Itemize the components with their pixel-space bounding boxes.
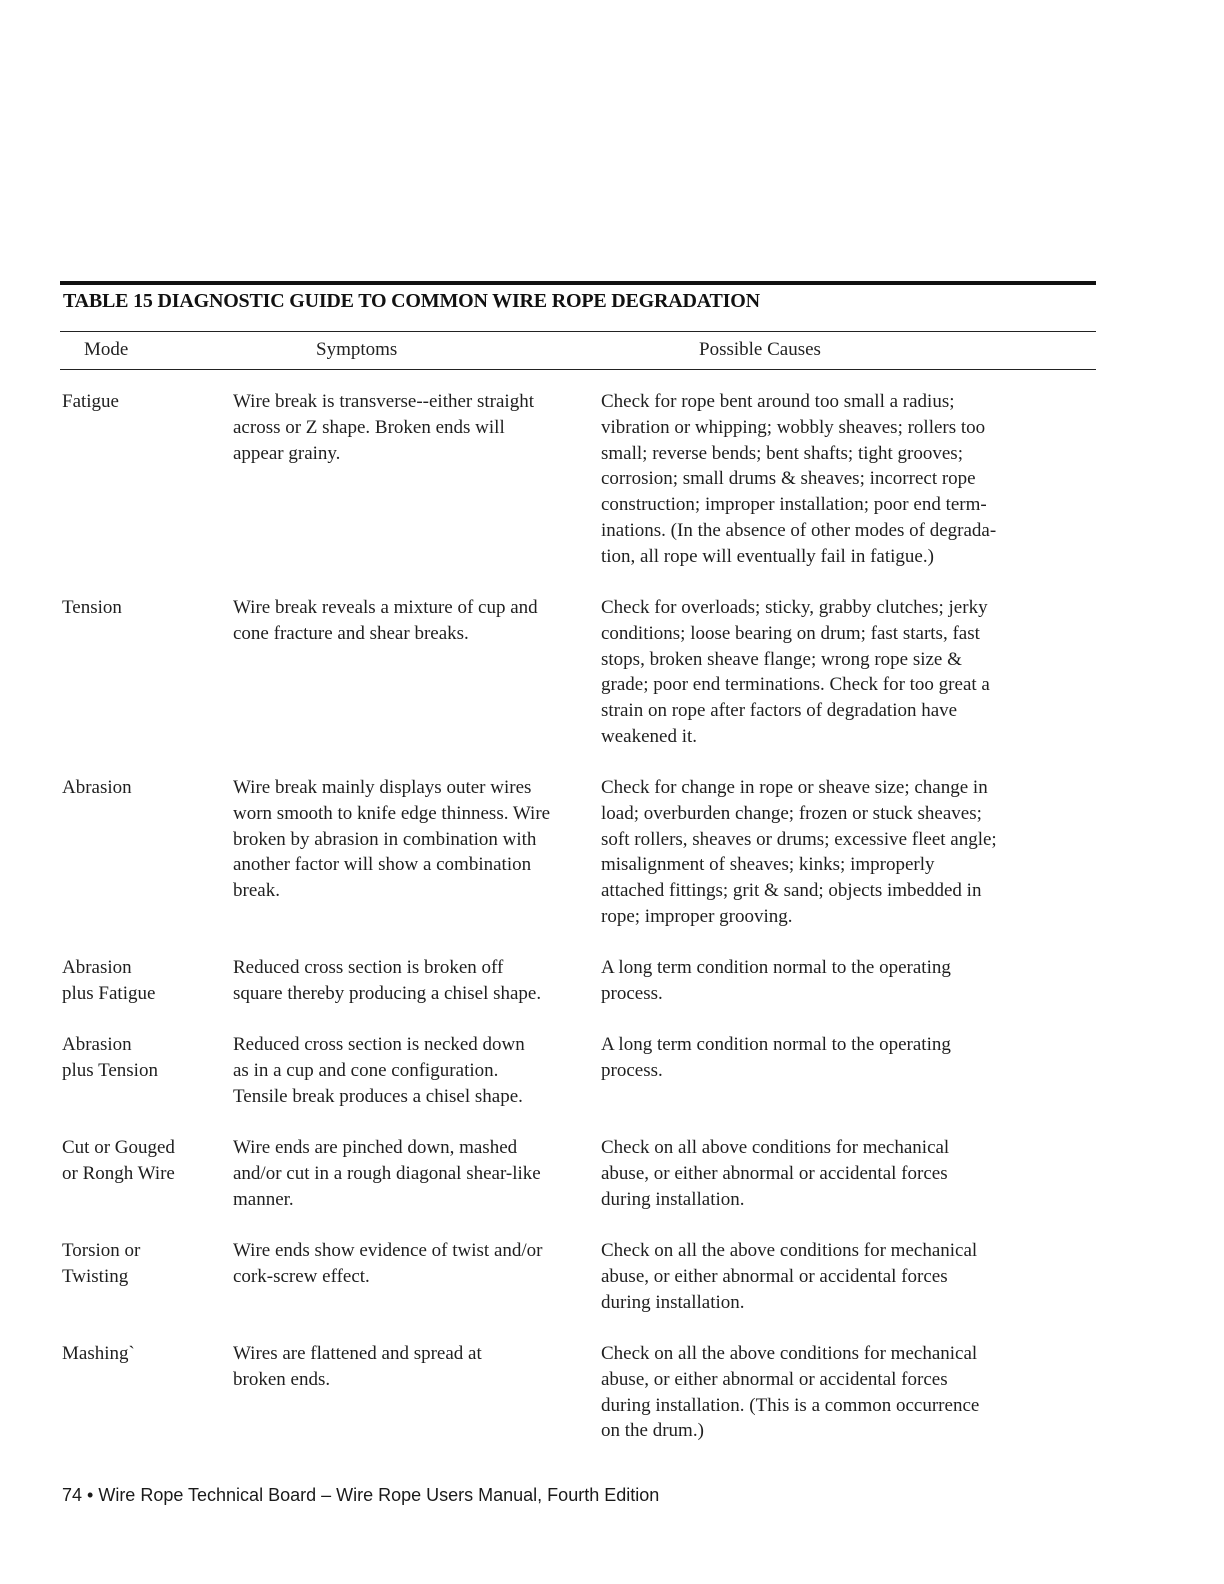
row-causes: Check for change in rope or sheave size; change in load; overburden change; frozen or stuck sheaves; soft rollers, sheaves or drums; excessive fleet angle; misalignment of sheaves; kinks; improperly attached fittings; grit & sand; objects imbedded in rope; improper grooving.: [601, 777, 997, 927]
row-symptoms: Wire break mainly displays outer wires worn smooth to knife edge thinness. Wire broken by abrasion in combination with another factor will show a combination break.: [233, 777, 551, 902]
column-header-causes: Possible Causes: [699, 339, 821, 360]
row-causes: Check on all the above conditions for mechanical abuse, or either abnormal or accidental forces during installation. (This is a common occurrence on the drum.): [601, 1343, 980, 1442]
column-header-mode: Mode: [84, 339, 129, 360]
table-title: TABLE 15 DIAGNOSTIC GUIDE TO COMMON WIRE ROPE DEGRADATION: [63, 290, 760, 312]
row-causes: Check on all above conditions for mechanical abuse, or either abnormal or accidental forces during installation.: [601, 1137, 950, 1210]
row-mode: Cut or Gouged or Rongh Wire: [62, 1137, 175, 1184]
row-mode: Abrasion: [62, 777, 132, 798]
row-symptoms: Wire ends are pinched down, mashed and/or cut in a rough diagonal shear-like manner.: [233, 1137, 541, 1210]
row-symptoms: Wires are flattened and spread at broken ends.: [233, 1343, 482, 1390]
row-mode: Tension: [62, 597, 122, 618]
header-bottom-rule: [60, 369, 1096, 370]
row-mode: Abrasion plus Tension: [62, 1034, 158, 1081]
row-symptoms: Reduced cross section is necked down as in a cup and cone configuration. Tensile break produces a chisel shape.: [233, 1034, 525, 1107]
row-symptoms: Wire break reveals a mixture of cup and cone fracture and shear breaks.: [233, 597, 538, 644]
row-causes: Check on all the above conditions for mechanical abuse, or either abnormal or accidental forces during installation.: [601, 1240, 978, 1313]
header-top-rule: [60, 331, 1096, 332]
row-causes: Check for overloads; sticky, grabby clutches; jerky conditions; loose bearing on drum; fast starts, fast stops, broken sheave flange; wrong rope size & grade; poor end terminations. Check for too great a strain on rope after factors of degradation have weakened it.: [601, 597, 990, 747]
row-symptoms: Reduced cross section is broken off square thereby producing a chisel shape.: [233, 957, 542, 1004]
row-mode: Mashing`: [62, 1343, 135, 1364]
row-causes: A long term condition normal to the operating process.: [601, 1034, 951, 1081]
page-footer: 74 • Wire Rope Technical Board – Wire Rope Users Manual, Fourth Edition: [62, 1485, 660, 1505]
row-mode: Abrasion plus Fatigue: [62, 957, 156, 1004]
row-causes: Check for rope bent around too small a radius; vibration or whipping; wobbly sheaves; rollers too small; reverse bends; bent shafts; tight grooves; corrosion; small drums & sheaves; incorrect rope construction; improper installation; poor end term- inations. (In the absence of other modes of degrada- tion, all rope will eventually fail in fatigue.): [601, 391, 997, 567]
row-symptoms: Wire break is transverse--either straight across or Z shape. Broken ends will appear grainy.: [233, 391, 534, 464]
column-header-symptoms: Symptoms: [316, 339, 398, 360]
table-top-rule: [60, 281, 1096, 285]
row-symptoms: Wire ends show evidence of twist and/or cork-screw effect.: [233, 1240, 543, 1287]
row-causes: A long term condition normal to the operating process.: [601, 957, 951, 1004]
row-mode: Torsion or Twisting: [62, 1240, 141, 1287]
row-mode: Fatigue: [62, 391, 119, 412]
